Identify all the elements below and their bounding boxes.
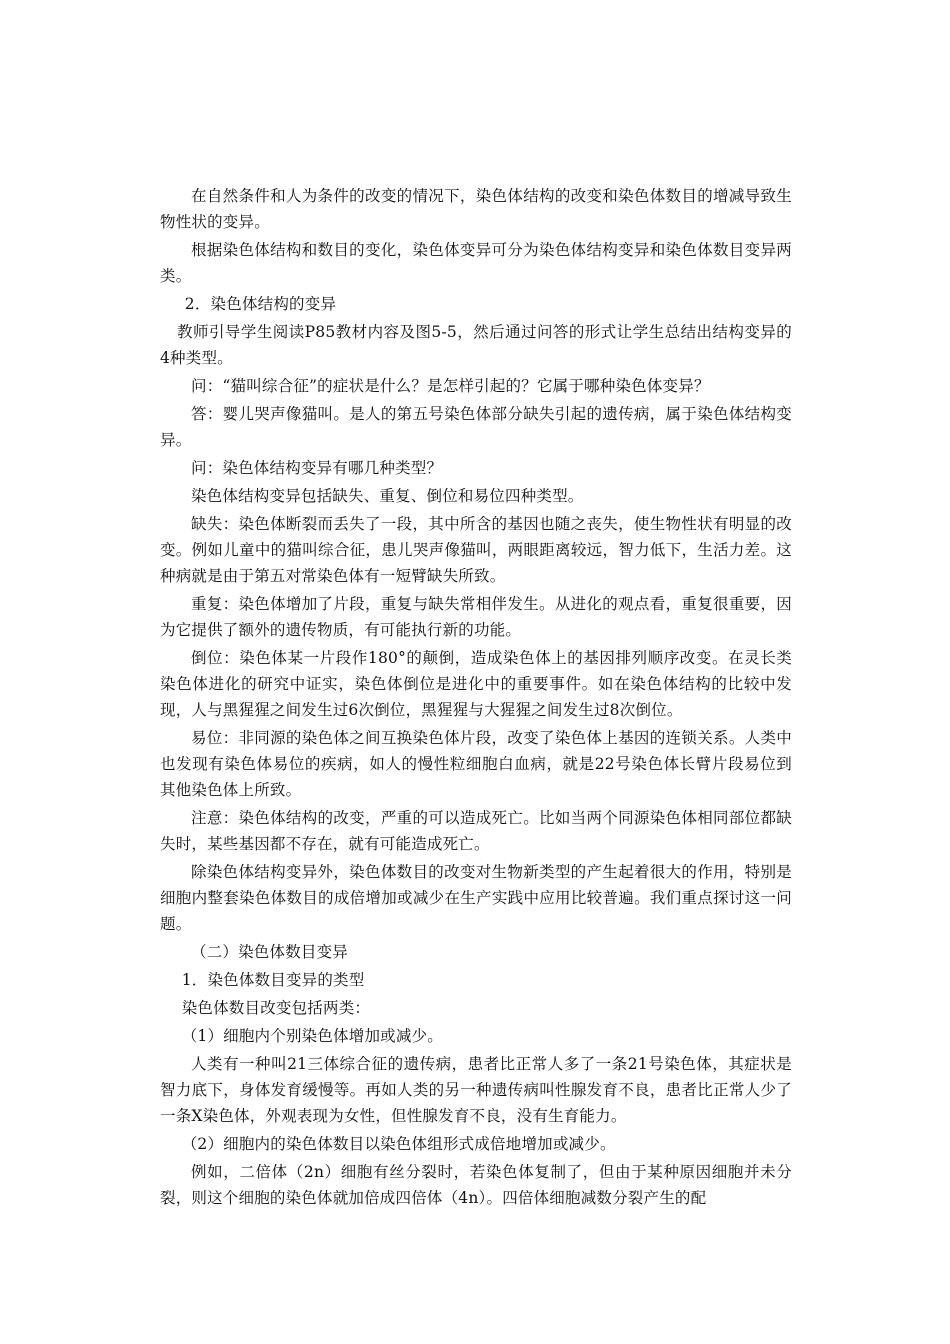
paragraph-teacher-guide: 教师引导学生阅读P85教材内容及图5-5，然后通过问答的形式让学生总结出结构变异的4种类型。 [160, 323, 792, 367]
paragraph-four-types: 染色体结构变异包括缺失、重复、倒位和易位四种类型。 [191, 487, 584, 505]
paragraph-intro: 在自然条件和人为条件的改变的情况下，染色体结构的改变和染色体数目的增减导致生物性状的变异。 [160, 187, 792, 231]
section-heading-number-variation: （二）染色体数目变异 [191, 943, 349, 961]
paragraph-inversion: 倒位：染色体某一片段作180°的颠倒，造成染色体上的基因排列顺序改变。在灵长类染色体进化的研究中证实，染色体倒位是进化中的重要事件。如在染色体结构的比较中发现，人与黑猩猩之间发生过6次倒位，黑猩猩与大猩猩之间发生过8次倒位。 [160, 649, 792, 719]
paragraph-translocation: 易位：非同源的染色体之间互换染色体片段，改变了染色体上基因的连锁关系。人类中也发现有染色体易位的疾病，如人的慢性粒细胞白血病，就是22号染色体长臂片段易位到其他染色体上所致。 [160, 729, 792, 799]
paragraph-number-intro: 除染色体结构变异外，染色体数目的改变对生物新类型的产生起着很大的作用，特别是细胞内整套染色体数目的成倍增加或减少在生产实践中应用比较普遍。我们重点探讨这一问题。 [160, 863, 792, 933]
subsection-heading-number-types: 1．染色体数目变异的类型 [181, 971, 365, 989]
paragraph-two-categories: 染色体数目改变包括两类： [181, 999, 371, 1017]
section-heading-structure-variation: 2．染色体结构的变异 [184, 295, 337, 313]
list-item-chromosome-set: （2）细胞内的染色体数目以染色体组形式成倍地增加或减少。 [181, 1135, 616, 1153]
document-body [160, 183, 792, 1213]
paragraph-note: 注意：染色体结构的改变，严重的可以造成死亡。比如当两个同源染色体相同部位都缺失时，某些基因都不存在，就有可能造成死亡。 [160, 809, 792, 853]
paragraph-deletion: 缺失：染色体断裂而丢失了一段，其中所含的基因也随之丧失，使生物性状有明显的改变。例如儿童中的猫叫综合征，患儿哭声像猫叫，两眼距离较远，智力低下，生活力差。这种病就是由于第五对常染色体有一短臂缺失所致。 [160, 515, 792, 585]
paragraph-question-cat-cry: 问：“猫叫综合征”的症状是什么？是怎样引起的？它属于哪种染色体变异？ [191, 377, 710, 395]
paragraph-answer-cat-cry: 答：婴儿哭声像猫叫。是人的第五号染色体部分缺失引起的遗传病，属于染色体结构变异。 [160, 405, 792, 449]
paragraph-duplication: 重复：染色体增加了片段，重复与缺失常相伴发生。从进化的观点看，重复很重要，因为它提供了额外的遗传物质，有可能执行新的功能。 [160, 595, 792, 639]
list-item-individual-chromosome: （1）细胞内个别染色体增加或减少。 [181, 1027, 443, 1045]
paragraph-classification: 根据染色体结构和数目的变化，染色体变异可分为染色体结构变异和染色体数目变异两类。 [160, 241, 792, 285]
paragraph-diploid-example: 例如，二倍体（2n）细胞有丝分裂时，若染色体复制了，但由于某种原因细胞并未分裂，则这个细胞的染色体就加倍成四倍体（4n）。四倍体细胞减数分裂产生的配 [160, 1163, 792, 1207]
paragraph-trisomy-21: 人类有一种叫21三体综合征的遗传病，患者比正常人多了一条21号染色体，其症状是智力底下，身体发育缓慢等。再如人类的另一种遗传病叫性腺发育不良，患者比正常人少了一条X染色体，外观表现为女性，但性腺发育不良，没有生育能力。 [160, 1055, 792, 1125]
paragraph-question-types: 问：染色体结构变异有哪几种类型？ [191, 459, 443, 477]
